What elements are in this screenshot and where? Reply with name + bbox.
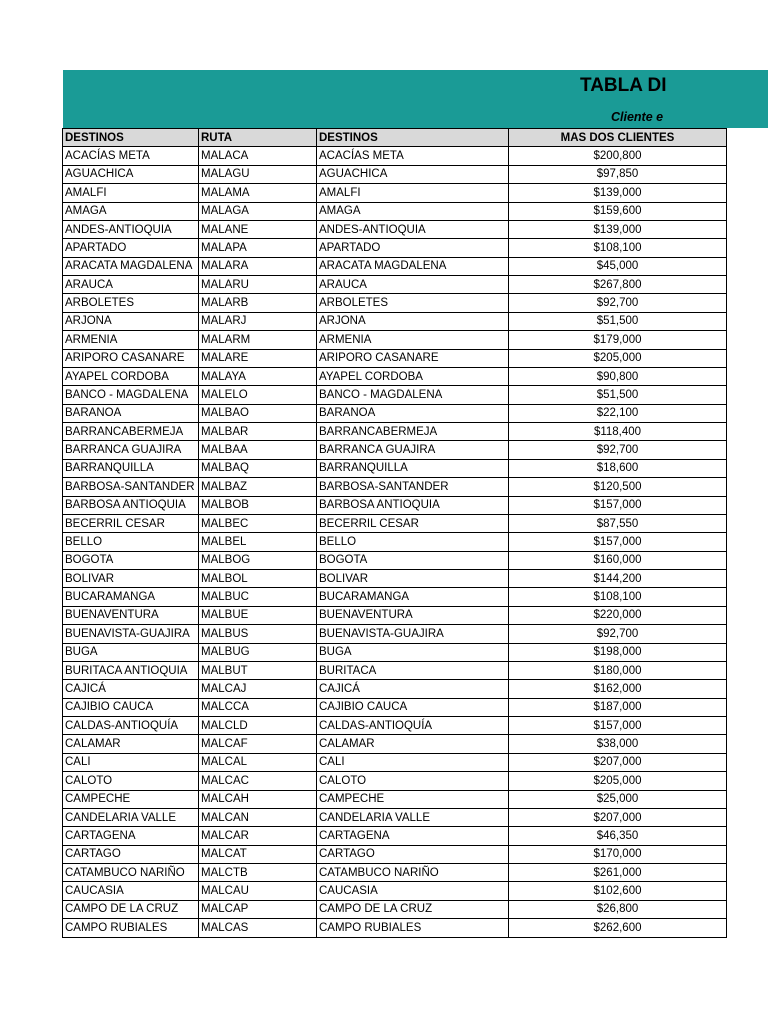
destino-cell[interactable]: BARRANCA GUAJIRA — [317, 441, 509, 459]
destino-cell[interactable]: ANDES-ANTIOQUIA — [63, 220, 199, 238]
destino-cell[interactable]: BARBOSA-SANTANDER — [317, 478, 509, 496]
table-row — [63, 643, 727, 661]
destino-cell[interactable]: CAUCASIA — [63, 882, 199, 900]
destino-cell[interactable]: BOGOTA — [317, 551, 509, 569]
destino-cell[interactable]: ARACATA MAGDALENA — [317, 257, 509, 275]
destino-cell[interactable]: ARIPORO CASANARE — [317, 349, 509, 367]
table-row — [63, 919, 727, 937]
destino-cell[interactable]: BARRANQUILLA — [63, 459, 199, 477]
table-row — [63, 900, 727, 918]
table-row — [63, 441, 727, 459]
destino-cell[interactable]: ARAUCA — [317, 276, 509, 294]
destino-cell[interactable]: CALAMAR — [63, 735, 199, 753]
tarifa-cell[interactable]: $162,000 — [509, 680, 727, 698]
destino-cell[interactable]: ARIPORO CASANARE — [63, 349, 199, 367]
tarifa-cell[interactable]: $92,700 — [509, 441, 727, 459]
table-row — [63, 882, 727, 900]
tarifa-cell[interactable]: $157,000 — [509, 533, 727, 551]
table-row — [63, 606, 727, 624]
table-row — [63, 184, 727, 202]
destino-cell[interactable]: CAUCASIA — [317, 882, 509, 900]
tarifa-cell[interactable]: $220,000 — [509, 606, 727, 624]
tarifa-cell[interactable]: $261,000 — [509, 864, 727, 882]
ruta-cell[interactable]: MALCAN — [199, 808, 317, 826]
tarifa-cell[interactable]: $144,200 — [509, 570, 727, 588]
table-row — [63, 496, 727, 514]
destino-cell[interactable]: CAMPO RUBIALES — [317, 919, 509, 937]
destino-cell[interactable]: CALDAS-ANTIOQUÍA — [63, 717, 199, 735]
table-row — [63, 276, 727, 294]
ruta-cell[interactable]: MALCAS — [199, 919, 317, 937]
page-subtitle: Cliente e — [611, 110, 664, 124]
tarifa-cell[interactable]: $170,000 — [509, 845, 727, 863]
tarifa-cell[interactable]: $46,350 — [509, 827, 727, 845]
tarifa-cell[interactable]: $51,500 — [509, 312, 727, 330]
tarifa-cell[interactable]: $102,600 — [509, 882, 727, 900]
destino-cell[interactable]: ARBOLETES — [317, 294, 509, 312]
ruta-cell[interactable]: MALCAH — [199, 790, 317, 808]
destino-cell[interactable]: BARANOA — [317, 404, 509, 422]
table-row — [63, 312, 727, 330]
destino-cell[interactable]: ARMENIA — [317, 331, 509, 349]
destino-cell[interactable]: AGUACHICA — [317, 165, 509, 183]
table-row — [63, 165, 727, 183]
tarifa-cell[interactable]: $139,000 — [509, 220, 727, 238]
destino-cell[interactable]: AGUACHICA — [63, 165, 199, 183]
tarifa-cell[interactable]: $205,000 — [509, 772, 727, 790]
table-row — [63, 661, 727, 679]
ruta-cell[interactable]: MALAMA — [199, 184, 317, 202]
tarifa-cell[interactable]: $187,000 — [509, 698, 727, 716]
ruta-cell[interactable]: MALARJ — [199, 312, 317, 330]
table-row — [63, 331, 727, 349]
table-row — [63, 514, 727, 532]
destino-cell[interactable]: CALDAS-ANTIOQUÍA — [317, 717, 509, 735]
destino-cell[interactable]: BUENAVISTA-GUAJIRA — [317, 625, 509, 643]
destino-cell[interactable]: CAJIBIO CAUCA — [317, 698, 509, 716]
ruta-cell[interactable]: MALBUT — [199, 661, 317, 679]
destino-cell[interactable]: APARTADO — [317, 239, 509, 257]
column-header-destinos[interactable]: DESTINOS — [63, 129, 199, 147]
ruta-cell[interactable]: MALARA — [199, 257, 317, 275]
destino-cell[interactable]: CAMPECHE — [63, 790, 199, 808]
destino-cell[interactable]: BUGA — [317, 643, 509, 661]
destino-cell[interactable]: CALAMAR — [317, 735, 509, 753]
table-row — [63, 753, 727, 771]
destino-cell[interactable]: BARBOSA ANTIOQUIA — [63, 496, 199, 514]
table-row — [63, 404, 727, 422]
tarifa-cell[interactable]: $180,000 — [509, 661, 727, 679]
destino-cell[interactable]: BELLO — [63, 533, 199, 551]
destino-cell[interactable]: CALOTO — [63, 772, 199, 790]
destino-cell[interactable]: ARACATA MAGDALENA — [63, 257, 199, 275]
column-header-ruta[interactable]: RUTA — [199, 129, 317, 147]
destino-cell[interactable]: AMAGA — [63, 202, 199, 220]
destino-cell[interactable]: BARRANQUILLA — [317, 459, 509, 477]
destino-cell[interactable]: CATAMBUCO NARIÑO — [317, 864, 509, 882]
table-row — [63, 827, 727, 845]
tarifa-cell[interactable]: $18,600 — [509, 459, 727, 477]
ruta-cell[interactable]: MALCAT — [199, 845, 317, 863]
tarifa-cell[interactable]: $92,700 — [509, 294, 727, 312]
destino-cell[interactable]: CALOTO — [317, 772, 509, 790]
destino-cell[interactable]: BARANOA — [63, 404, 199, 422]
destino-cell[interactable]: BUENAVENTURA — [317, 606, 509, 624]
destino-cell[interactable]: CAMPO RUBIALES — [63, 919, 199, 937]
destino-cell[interactable]: ACACÍAS META — [63, 147, 199, 165]
ruta-cell[interactable]: MALBEL — [199, 533, 317, 551]
table-row — [63, 790, 727, 808]
ruta-cell[interactable]: MALCCA — [199, 698, 317, 716]
table-row — [63, 570, 727, 588]
table-row — [63, 533, 727, 551]
ruta-cell[interactable]: MALBUS — [199, 625, 317, 643]
tarifa-cell[interactable]: $198,000 — [509, 643, 727, 661]
ruta-cell[interactable]: MALAGU — [199, 165, 317, 183]
destino-cell[interactable]: CAMPO DE LA CRUZ — [317, 900, 509, 918]
destino-cell[interactable]: BUGA — [63, 643, 199, 661]
ruta-cell[interactable]: MALBOL — [199, 570, 317, 588]
tarifa-cell[interactable]: $118,400 — [509, 423, 727, 441]
destino-cell[interactable]: BARRANCABERMEJA — [317, 423, 509, 441]
table-row — [63, 202, 727, 220]
destino-cell[interactable]: BELLO — [317, 533, 509, 551]
tarifa-cell[interactable]: $92,700 — [509, 625, 727, 643]
destino-cell[interactable]: APARTADO — [63, 239, 199, 257]
destino-cell[interactable]: CATAMBUCO NARIÑO — [63, 864, 199, 882]
destino-cell[interactable]: CAMPO DE LA CRUZ — [63, 900, 199, 918]
destino-cell[interactable]: BARRANCABERMEJA — [63, 423, 199, 441]
tarifa-cell[interactable]: $179,000 — [509, 331, 727, 349]
table-row — [63, 735, 727, 753]
destino-cell[interactable]: CARTAGENA — [317, 827, 509, 845]
ruta-cell[interactable]: MALCAP — [199, 900, 317, 918]
destino-cell[interactable]: CANDELARIA VALLE — [63, 808, 199, 826]
ruta-cell[interactable]: MALBEC — [199, 514, 317, 532]
ruta-cell[interactable]: MALBOG — [199, 551, 317, 569]
table-row — [63, 147, 727, 165]
destino-cell[interactable]: ARBOLETES — [63, 294, 199, 312]
destino-cell[interactable]: ANDES-ANTIOQUIA — [317, 220, 509, 238]
destino-cell[interactable]: BARBOSA-SANTANDER — [63, 478, 199, 496]
table-row — [63, 864, 727, 882]
destino-cell[interactable]: AMALFI — [317, 184, 509, 202]
destino-cell[interactable]: BUCARAMANGA — [317, 588, 509, 606]
ruta-cell[interactable]: MALCTB — [199, 864, 317, 882]
table-row — [63, 459, 727, 477]
tarifa-cell[interactable]: $25,000 — [509, 790, 727, 808]
table-row — [63, 478, 727, 496]
tarifa-cell[interactable]: $200,800 — [509, 147, 727, 165]
ruta-cell[interactable]: MALAYA — [199, 367, 317, 385]
tarifa-cell[interactable]: $26,800 — [509, 900, 727, 918]
column-header-destinos-2[interactable]: DESTINOS — [317, 129, 509, 147]
destino-cell[interactable]: CAJICÁ — [63, 680, 199, 698]
ruta-cell[interactable]: MALCAR — [199, 827, 317, 845]
destino-cell[interactable]: BURITACA ANTIOQUIA — [63, 661, 199, 679]
destino-cell[interactable]: BANCO - MAGDALENA — [317, 386, 509, 404]
tarifa-cell[interactable]: $157,000 — [509, 496, 727, 514]
table-row — [63, 349, 727, 367]
table-row — [63, 680, 727, 698]
tarifa-cell[interactable]: $207,000 — [509, 808, 727, 826]
tarifa-cell[interactable]: $90,800 — [509, 367, 727, 385]
tarifa-cell[interactable]: $139,000 — [509, 184, 727, 202]
ruta-cell[interactable]: MALCLD — [199, 717, 317, 735]
ruta-cell[interactable]: MALARU — [199, 276, 317, 294]
destino-cell[interactable]: CARTAGO — [63, 845, 199, 863]
rates-table — [62, 128, 727, 938]
destino-cell[interactable]: BUENAVENTURA — [63, 606, 199, 624]
table-row — [63, 423, 727, 441]
ruta-cell[interactable]: MALANE — [199, 220, 317, 238]
destino-cell[interactable]: CAMPECHE — [317, 790, 509, 808]
destino-cell[interactable]: BUENAVISTA-GUAJIRA — [63, 625, 199, 643]
tarifa-cell[interactable]: $22,100 — [509, 404, 727, 422]
tarifa-cell[interactable]: $159,600 — [509, 202, 727, 220]
destino-cell[interactable]: ARJONA — [317, 312, 509, 330]
table-row — [63, 625, 727, 643]
destino-cell[interactable]: BECERRIL CESAR — [317, 514, 509, 532]
destino-cell[interactable]: BURITACA — [317, 661, 509, 679]
table-row — [63, 717, 727, 735]
tarifa-cell[interactable]: $157,000 — [509, 717, 727, 735]
destino-cell[interactable]: BOGOTA — [63, 551, 199, 569]
ruta-cell[interactable]: MALCAF — [199, 735, 317, 753]
table-row — [63, 367, 727, 385]
tarifa-cell[interactable]: $51,500 — [509, 386, 727, 404]
ruta-cell[interactable]: MALCAJ — [199, 680, 317, 698]
destino-cell[interactable]: ACACÍAS META — [317, 147, 509, 165]
ruta-cell[interactable]: MALBUE — [199, 606, 317, 624]
destino-cell[interactable]: AYAPEL CORDOBA — [63, 367, 199, 385]
ruta-cell[interactable]: MALACA — [199, 147, 317, 165]
ruta-cell[interactable]: MALARB — [199, 294, 317, 312]
tarifa-cell[interactable]: $120,500 — [509, 478, 727, 496]
destino-cell[interactable]: AYAPEL CORDOBA — [317, 367, 509, 385]
destino-cell[interactable]: BOLIVAR — [317, 570, 509, 588]
destino-cell[interactable]: ARJONA — [63, 312, 199, 330]
destino-cell[interactable]: ARAUCA — [63, 276, 199, 294]
page-title: TABLA DI — [580, 75, 667, 96]
ruta-cell[interactable]: MALARM — [199, 331, 317, 349]
ruta-cell[interactable]: MALBAR — [199, 423, 317, 441]
destino-cell[interactable]: BARBOSA ANTIOQUIA — [317, 496, 509, 514]
table-row — [63, 257, 727, 275]
ruta-cell[interactable]: MALBOB — [199, 496, 317, 514]
table-row — [63, 588, 727, 606]
ruta-cell[interactable]: MALCAL — [199, 753, 317, 771]
destino-cell[interactable]: BARRANCA GUAJIRA — [63, 441, 199, 459]
ruta-cell[interactable]: MALCAU — [199, 882, 317, 900]
tarifa-cell[interactable]: $45,000 — [509, 257, 727, 275]
destino-cell[interactable]: CARTAGENA — [63, 827, 199, 845]
destino-cell[interactable]: ARMENIA — [63, 331, 199, 349]
table-row — [63, 239, 727, 257]
destino-cell[interactable]: CANDELARIA VALLE — [317, 808, 509, 826]
title-band — [63, 70, 768, 128]
table-row — [63, 772, 727, 790]
ruta-cell[interactable]: MALAGA — [199, 202, 317, 220]
table-row — [63, 294, 727, 312]
destino-cell[interactable]: CALI — [63, 753, 199, 771]
ruta-cell[interactable]: MALCAC — [199, 772, 317, 790]
tarifa-cell[interactable]: $205,000 — [509, 349, 727, 367]
tarifa-cell[interactable]: $87,550 — [509, 514, 727, 532]
tarifa-cell[interactable]: $38,000 — [509, 735, 727, 753]
column-header-mas-dos-clientes[interactable]: MAS DOS CLIENTES — [509, 129, 727, 147]
destino-cell[interactable]: CAJICÁ — [317, 680, 509, 698]
destino-cell[interactable]: CARTAGO — [317, 845, 509, 863]
table-row — [63, 551, 727, 569]
table-row — [63, 698, 727, 716]
tarifa-cell[interactable]: $108,100 — [509, 239, 727, 257]
destino-cell[interactable]: BOLIVAR — [63, 570, 199, 588]
destino-cell[interactable]: CAJIBIO CAUCA — [63, 698, 199, 716]
destino-cell[interactable]: AMALFI — [63, 184, 199, 202]
ruta-cell[interactable]: MALBUG — [199, 643, 317, 661]
tarifa-cell[interactable]: $262,600 — [509, 919, 727, 937]
ruta-cell[interactable]: MALARE — [199, 349, 317, 367]
ruta-cell[interactable]: MALBUC — [199, 588, 317, 606]
ruta-cell[interactable]: MALBAQ — [199, 459, 317, 477]
destino-cell[interactable]: BANCO - MAGDALENA — [63, 386, 199, 404]
table-row — [63, 220, 727, 238]
ruta-cell[interactable]: MALBAZ — [199, 478, 317, 496]
tarifa-cell[interactable]: $267,800 — [509, 276, 727, 294]
destino-cell[interactable]: AMAGA — [317, 202, 509, 220]
tarifa-cell[interactable]: $207,000 — [509, 753, 727, 771]
ruta-cell[interactable]: MALAPA — [199, 239, 317, 257]
tarifa-cell[interactable]: $97,850 — [509, 165, 727, 183]
table-row — [63, 808, 727, 826]
table-row — [63, 386, 727, 404]
ruta-cell[interactable]: MALBAO — [199, 404, 317, 422]
ruta-cell[interactable]: MALBAA — [199, 441, 317, 459]
table-header-row — [63, 129, 727, 147]
destino-cell[interactable]: BUCARAMANGA — [63, 588, 199, 606]
destino-cell[interactable]: CALI — [317, 753, 509, 771]
table-row — [63, 845, 727, 863]
ruta-cell[interactable]: MALELO — [199, 386, 317, 404]
destino-cell[interactable]: BECERRIL CESAR — [63, 514, 199, 532]
tarifa-cell[interactable]: $108,100 — [509, 588, 727, 606]
rates-table-body — [63, 147, 727, 937]
tarifa-cell[interactable]: $160,000 — [509, 551, 727, 569]
